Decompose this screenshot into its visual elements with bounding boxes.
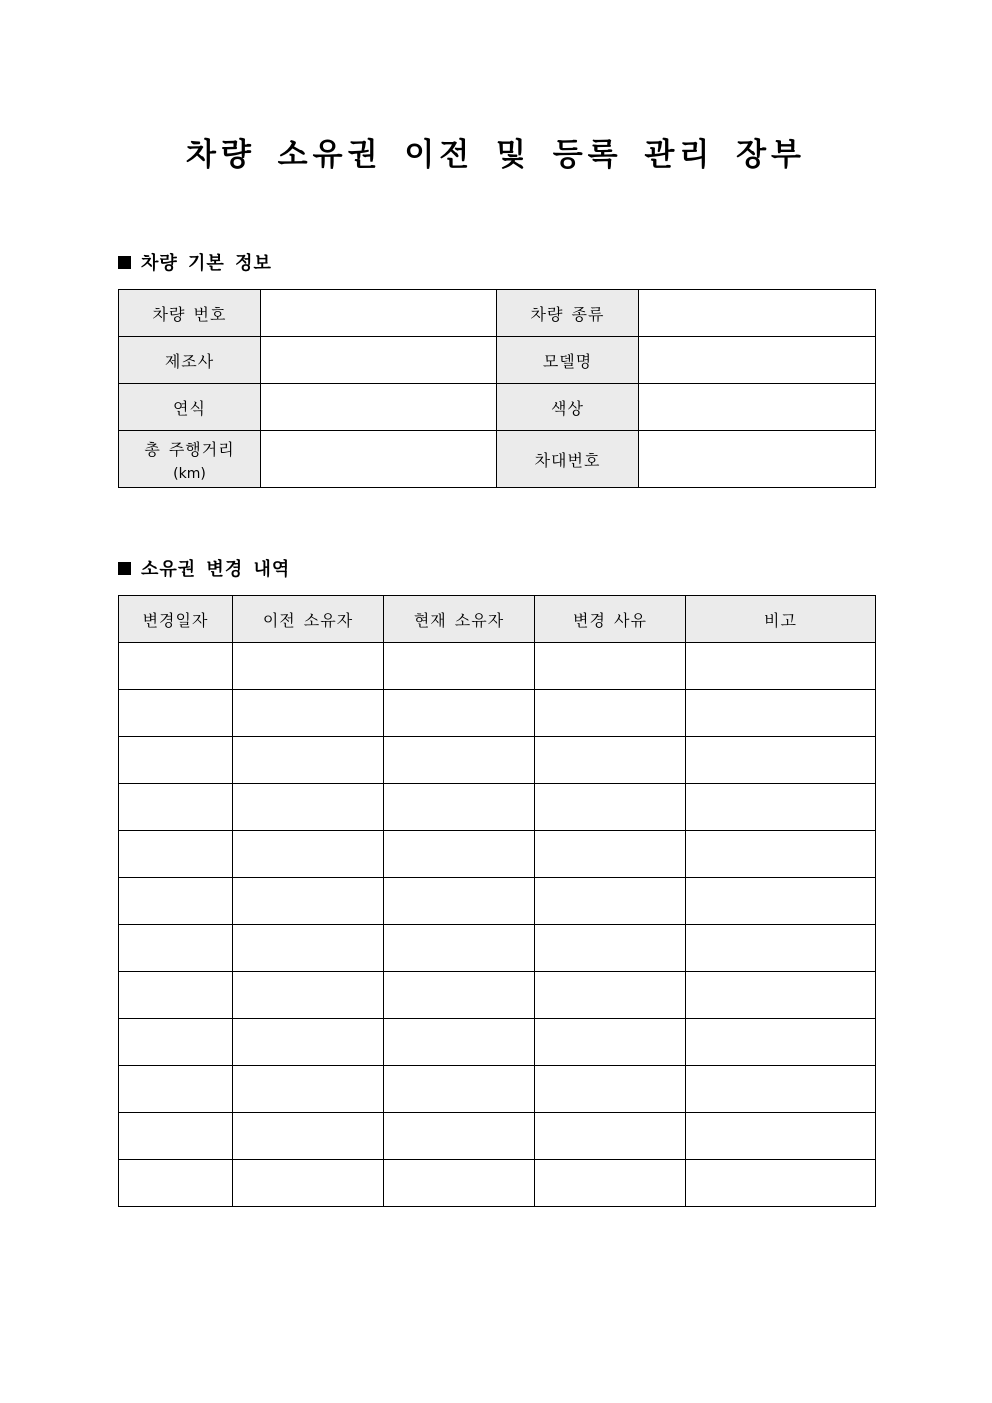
change-date-cell[interactable] [119, 925, 233, 972]
change-date-cell[interactable] [119, 831, 233, 878]
change-date-cell[interactable] [119, 737, 233, 784]
table-row [119, 1019, 876, 1066]
current-owner-cell[interactable] [384, 972, 535, 1019]
previous-owner-cell[interactable] [233, 972, 384, 1019]
manufacturer-field[interactable] [261, 337, 497, 384]
previous-owner-cell[interactable] [233, 1113, 384, 1160]
remarks-cell[interactable] [686, 643, 876, 690]
change-date-cell[interactable] [119, 1113, 233, 1160]
table-row [119, 690, 876, 737]
square-bullet-icon [118, 562, 131, 575]
previous-owner-cell[interactable] [233, 737, 384, 784]
column-header-current-owner: 현재 소유자 [384, 596, 535, 643]
field-label: 색상 [497, 384, 639, 431]
change-date-cell[interactable] [119, 784, 233, 831]
remarks-cell[interactable] [686, 972, 876, 1019]
change-date-cell[interactable] [119, 972, 233, 1019]
change-date-cell[interactable] [119, 643, 233, 690]
previous-owner-cell[interactable] [233, 878, 384, 925]
previous-owner-cell[interactable] [233, 643, 384, 690]
table-header-row [119, 596, 876, 643]
square-bullet-icon [118, 256, 131, 269]
field-label: 모델명 [497, 337, 639, 384]
change-reason-cell[interactable] [535, 784, 686, 831]
previous-owner-cell[interactable] [233, 1019, 384, 1066]
field-label: 연식 [119, 384, 261, 431]
field-label: 제조사 [119, 337, 261, 384]
current-owner-cell[interactable] [384, 925, 535, 972]
vehicle-basic-info-table [118, 289, 876, 488]
previous-owner-cell[interactable] [233, 925, 384, 972]
change-date-cell[interactable] [119, 1160, 233, 1207]
section-heading-ownership-history [118, 557, 290, 583]
section-heading-label: 차량 기본 정보 [141, 253, 272, 274]
table-row [119, 737, 876, 784]
change-reason-cell[interactable] [535, 878, 686, 925]
field-label: 차대번호 [497, 431, 639, 488]
remarks-cell[interactable] [686, 1066, 876, 1113]
change-reason-cell[interactable] [535, 1019, 686, 1066]
column-header-change-reason: 변경 사유 [535, 596, 686, 643]
table-row [119, 337, 876, 384]
previous-owner-cell[interactable] [233, 784, 384, 831]
section-heading-label: 소유권 변경 내역 [141, 559, 291, 580]
section-heading-basic-info [118, 251, 272, 277]
change-reason-cell[interactable] [535, 1066, 686, 1113]
vehicle-type-field[interactable] [639, 290, 876, 337]
field-label: 차량 종류 [497, 290, 639, 337]
table-row [119, 384, 876, 431]
current-owner-cell[interactable] [384, 784, 535, 831]
table-row [119, 925, 876, 972]
remarks-cell[interactable] [686, 1019, 876, 1066]
page-title: 차량 소유권 이전 및 등록 관리 장부 [186, 137, 806, 173]
current-owner-cell[interactable] [384, 737, 535, 784]
column-header-remarks: 비고 [686, 596, 876, 643]
table-row [119, 290, 876, 337]
field-label: 총 주행거리 [144, 439, 235, 459]
vin-field[interactable] [639, 431, 876, 488]
total-mileage-field[interactable] [261, 431, 497, 488]
remarks-cell[interactable] [686, 1113, 876, 1160]
remarks-cell[interactable] [686, 737, 876, 784]
table-row [119, 878, 876, 925]
change-reason-cell[interactable] [535, 1113, 686, 1160]
current-owner-cell[interactable] [384, 831, 535, 878]
color-field[interactable] [639, 384, 876, 431]
table-row [119, 972, 876, 1019]
previous-owner-cell[interactable] [233, 690, 384, 737]
current-owner-cell[interactable] [384, 690, 535, 737]
previous-owner-cell[interactable] [233, 1160, 384, 1207]
remarks-cell[interactable] [686, 925, 876, 972]
current-owner-cell[interactable] [384, 643, 535, 690]
field-label-mileage [119, 431, 261, 488]
previous-owner-cell[interactable] [233, 1066, 384, 1113]
table-row [119, 1066, 876, 1113]
change-reason-cell[interactable] [535, 737, 686, 784]
change-reason-cell[interactable] [535, 643, 686, 690]
current-owner-cell[interactable] [384, 1113, 535, 1160]
previous-owner-cell[interactable] [233, 831, 384, 878]
change-reason-cell[interactable] [535, 831, 686, 878]
table-row [119, 831, 876, 878]
remarks-cell[interactable] [686, 878, 876, 925]
change-date-cell[interactable] [119, 878, 233, 925]
field-label: 차량 번호 [119, 290, 261, 337]
table-row [119, 1160, 876, 1207]
table-row [119, 431, 876, 488]
table-row [119, 784, 876, 831]
change-date-cell[interactable] [119, 1066, 233, 1113]
remarks-cell[interactable] [686, 831, 876, 878]
change-date-cell[interactable] [119, 1019, 233, 1066]
ownership-history-table [118, 595, 876, 1207]
remarks-cell[interactable] [686, 784, 876, 831]
current-owner-cell[interactable] [384, 1160, 535, 1207]
change-reason-cell[interactable] [535, 690, 686, 737]
change-reason-cell[interactable] [535, 925, 686, 972]
model-year-field[interactable] [261, 384, 497, 431]
model-name-field[interactable] [639, 337, 876, 384]
vehicle-number-field[interactable] [261, 290, 497, 337]
table-row [119, 1113, 876, 1160]
change-reason-cell[interactable] [535, 1160, 686, 1207]
current-owner-cell[interactable] [384, 1019, 535, 1066]
column-header-change-date: 변경일자 [119, 596, 233, 643]
change-reason-cell[interactable] [535, 972, 686, 1019]
remarks-cell[interactable] [686, 1160, 876, 1207]
column-header-previous-owner: 이전 소유자 [233, 596, 384, 643]
remarks-cell[interactable] [686, 690, 876, 737]
current-owner-cell[interactable] [384, 1066, 535, 1113]
current-owner-cell[interactable] [384, 878, 535, 925]
ownership-history-body [119, 643, 876, 1207]
unit-label: (km) [173, 465, 206, 482]
table-row [119, 643, 876, 690]
change-date-cell[interactable] [119, 690, 233, 737]
